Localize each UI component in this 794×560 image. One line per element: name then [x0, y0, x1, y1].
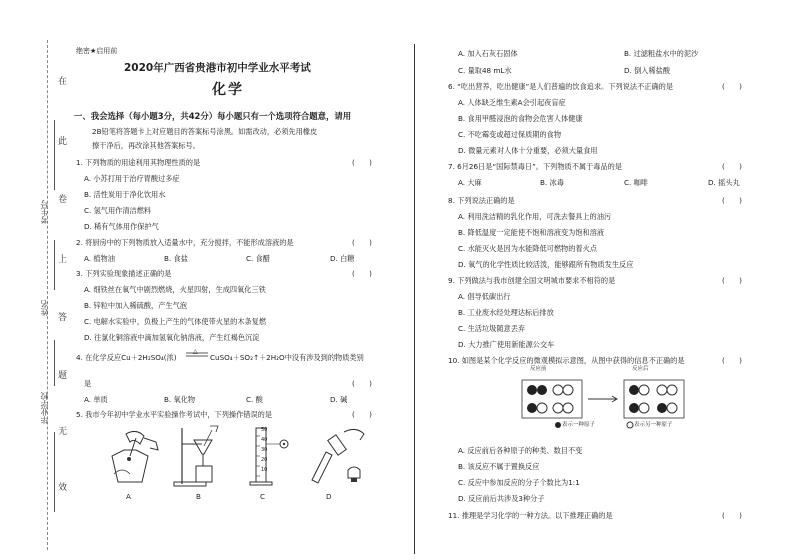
answer-paren: ( )	[722, 82, 742, 91]
seal-char: 在	[58, 77, 68, 87]
option: B. 食用甲醛浸泡的食物会危害人体健康	[458, 114, 583, 123]
question-stem: 11. 推理是学习化学的一种方法。以下推理正确的是	[448, 511, 613, 520]
question-stem: 4. 在化学反应Cu＋2H₂SO₄(浓)	[76, 353, 177, 362]
option: B. 活性炭用于净化饮用水	[84, 190, 166, 199]
question-stem: CuSO₄＋SO₂↑＋2H₂O中没有涉及到的物质类别	[210, 353, 364, 362]
question-stem: 9. 下列做法与我市创建全国文明城市要求不相符的是	[448, 276, 616, 285]
field-name: 姓名	[40, 300, 49, 316]
reaction-condition: △	[193, 348, 198, 355]
option: C. 酸	[246, 395, 263, 404]
figure-d-pouring-acid	[304, 426, 374, 486]
subject-title: 化学	[212, 82, 244, 98]
option: D. 白糖	[330, 254, 355, 263]
option: B. 过滤粗盐水中的泥沙	[624, 49, 699, 58]
figure-b-filtration	[172, 424, 228, 488]
seal-char: 题	[58, 371, 68, 381]
option: A. 植物油	[84, 254, 115, 263]
option: B. 氧化物	[164, 395, 196, 404]
option: D. 氧气的化学性质比较活泼，能够跟所有物质发生反应	[458, 260, 634, 269]
answer-paren: ( )	[352, 410, 372, 419]
question-stem: 1. 下列物质的用途利用其物理性质的是	[76, 158, 201, 167]
question-stem: 6. “吃出营养，吃出健康”是人们普遍的饮食追求。下列说法不正确的是	[448, 82, 674, 91]
section-intro: 擦干净后，再改涂其他答案标号。	[92, 141, 200, 150]
seal-char: 无	[58, 427, 68, 437]
question-stem: 2. 将厨房中的下列物质放入适量水中，充分搅拌，不能形成溶液的是	[76, 238, 294, 247]
answer-paren: ( )	[352, 158, 372, 167]
field-line	[54, 340, 55, 386]
option: D. 反应前后共涉及3种分子	[458, 494, 545, 503]
section-intro: 一、我会选择（每小题3分，共42分）每小题只有一个选项符合题意，请用	[74, 111, 352, 121]
option: C. 水能灭火是因为水能降低可燃物的着火点	[458, 244, 597, 253]
answer-paren: ( )	[722, 196, 742, 205]
question-stem: 8. 下列说法正确的是	[448, 196, 515, 205]
exam-title: 2020年广西省贵港市初中学业水平考试	[124, 62, 311, 74]
answer-paren: ( )	[722, 276, 742, 285]
seal-char: 上	[58, 255, 68, 265]
option: D. 微量元素对人体十分重要，必须大量食用	[458, 146, 598, 155]
figure-label: D	[326, 492, 332, 501]
secret-mark: 绝密★启用前	[76, 47, 118, 55]
option: A. 单质	[84, 395, 108, 404]
seal-char: 答	[58, 313, 68, 323]
field-exam-number: 考生号	[40, 200, 49, 224]
option: C. 反应中参加反应的分子个数比为1:1	[458, 478, 580, 487]
answer-paren: ( )	[722, 356, 742, 365]
option: A. 人体缺乏维生素A会引起夜盲症	[458, 98, 566, 107]
option: C. 生活垃圾随意丢弃	[458, 324, 526, 333]
option: B. 该反应不属于置换反应	[458, 462, 540, 471]
figure-a-adding-solid	[96, 426, 166, 486]
figure-label: A	[126, 492, 131, 501]
question-stem: 10. 如图是某个化学反应的微观模拟示意图，从图中获得的信息不正确的是	[448, 356, 685, 365]
cylinder-mark: 20	[261, 457, 268, 463]
cylinder-mark: 50	[261, 427, 268, 433]
option: C. 电解水实验中，负极上产生的气体使带火星的木条复燃	[84, 317, 267, 326]
figure-label: B	[196, 492, 201, 501]
seal-char: 效	[58, 483, 68, 493]
figure-c-graduated-cylinder	[244, 424, 292, 488]
equals-arrow	[186, 352, 208, 358]
option: A. 大麻	[458, 178, 482, 187]
field-school: 毕业学校	[40, 392, 49, 424]
option: D. 大力推广使用新能源公交车	[458, 340, 555, 349]
answer-paren: ( )	[722, 511, 742, 520]
seal-char: 此	[58, 137, 68, 147]
diagram-legend: 表示一种原子	[562, 422, 596, 428]
option: D. 倒入稀盐酸	[624, 66, 671, 75]
option: C. 不吃霉变或超过保质期的食物	[458, 130, 562, 139]
option: A. 加入石灰石固体	[458, 49, 518, 58]
field-line	[54, 120, 55, 190]
answer-paren: ( )	[352, 269, 372, 278]
diagram-label-after: 反应后	[632, 366, 649, 372]
cylinder-mark: 40	[261, 437, 268, 443]
cylinder-mark: 30	[261, 447, 268, 453]
question-stem: 是	[84, 379, 92, 388]
option: A. 反应前后各种原子的种类、数目不变	[458, 446, 583, 455]
answer-paren: ( )	[352, 379, 372, 388]
option: B. 食盐	[164, 254, 188, 263]
diagram-label-before: 反应前	[530, 366, 547, 372]
diagram-legend: 表示另一种原子	[634, 422, 673, 428]
column-divider	[414, 44, 415, 554]
option: A. 细铁丝在氧气中剧烈燃烧，火星四射，生成四氧化三铁	[84, 285, 266, 294]
option: C. 食醋	[246, 254, 270, 263]
option: C. 量取48 mL水	[458, 66, 512, 75]
answer-paren: ( )	[352, 238, 372, 247]
seal-char: 卷	[58, 195, 68, 205]
option: D. 稀有气体用作保护气	[84, 222, 159, 231]
option: B. 工业废水经处理达标后排放	[458, 308, 554, 317]
reaction-diagram	[512, 370, 700, 430]
option: B. 冰毒	[540, 178, 564, 187]
option: A. 小苏打用于治疗胃酸过多症	[84, 174, 180, 183]
option: D. 往氯化铜溶液中滴加氢氧化钠溶液，产生红褐色沉淀	[84, 333, 260, 342]
option: A. 倡导低碳出行	[458, 292, 511, 301]
option: B. 锌粒中加入稀硫酸，产生气泡	[84, 301, 187, 310]
option: C. 氢气用作清洁燃料	[84, 206, 152, 215]
field-line	[54, 240, 55, 290]
cylinder-mark: 10	[261, 467, 268, 473]
question-stem: 5. 我市今年初中学业水平实验操作考试中，下列操作错误的是	[76, 410, 273, 419]
answer-paren: ( )	[722, 162, 742, 171]
option: C. 咖啡	[624, 178, 648, 187]
option: D. 摇头丸	[708, 178, 740, 187]
option: B. 降低温度一定能使不饱和溶液变为饱和溶液	[458, 228, 605, 237]
seal-line	[47, 40, 48, 550]
figure-label: C	[260, 492, 266, 501]
question-stem: 7. 6月26日是“国际禁毒日”。下列物质不属于毒品的是	[448, 162, 623, 171]
section-intro: 2B铅笔将答题卡上对应题目的答案标号涂黑。如需改动，必须先用橡皮	[92, 127, 318, 136]
field-line	[54, 432, 55, 512]
option: A. 利用洗洁精的乳化作用，可洗去餐具上的油污	[458, 212, 612, 221]
question-stem: 3. 下列实验现象描述正确的是	[76, 269, 172, 278]
option: D. 碱	[330, 395, 348, 404]
